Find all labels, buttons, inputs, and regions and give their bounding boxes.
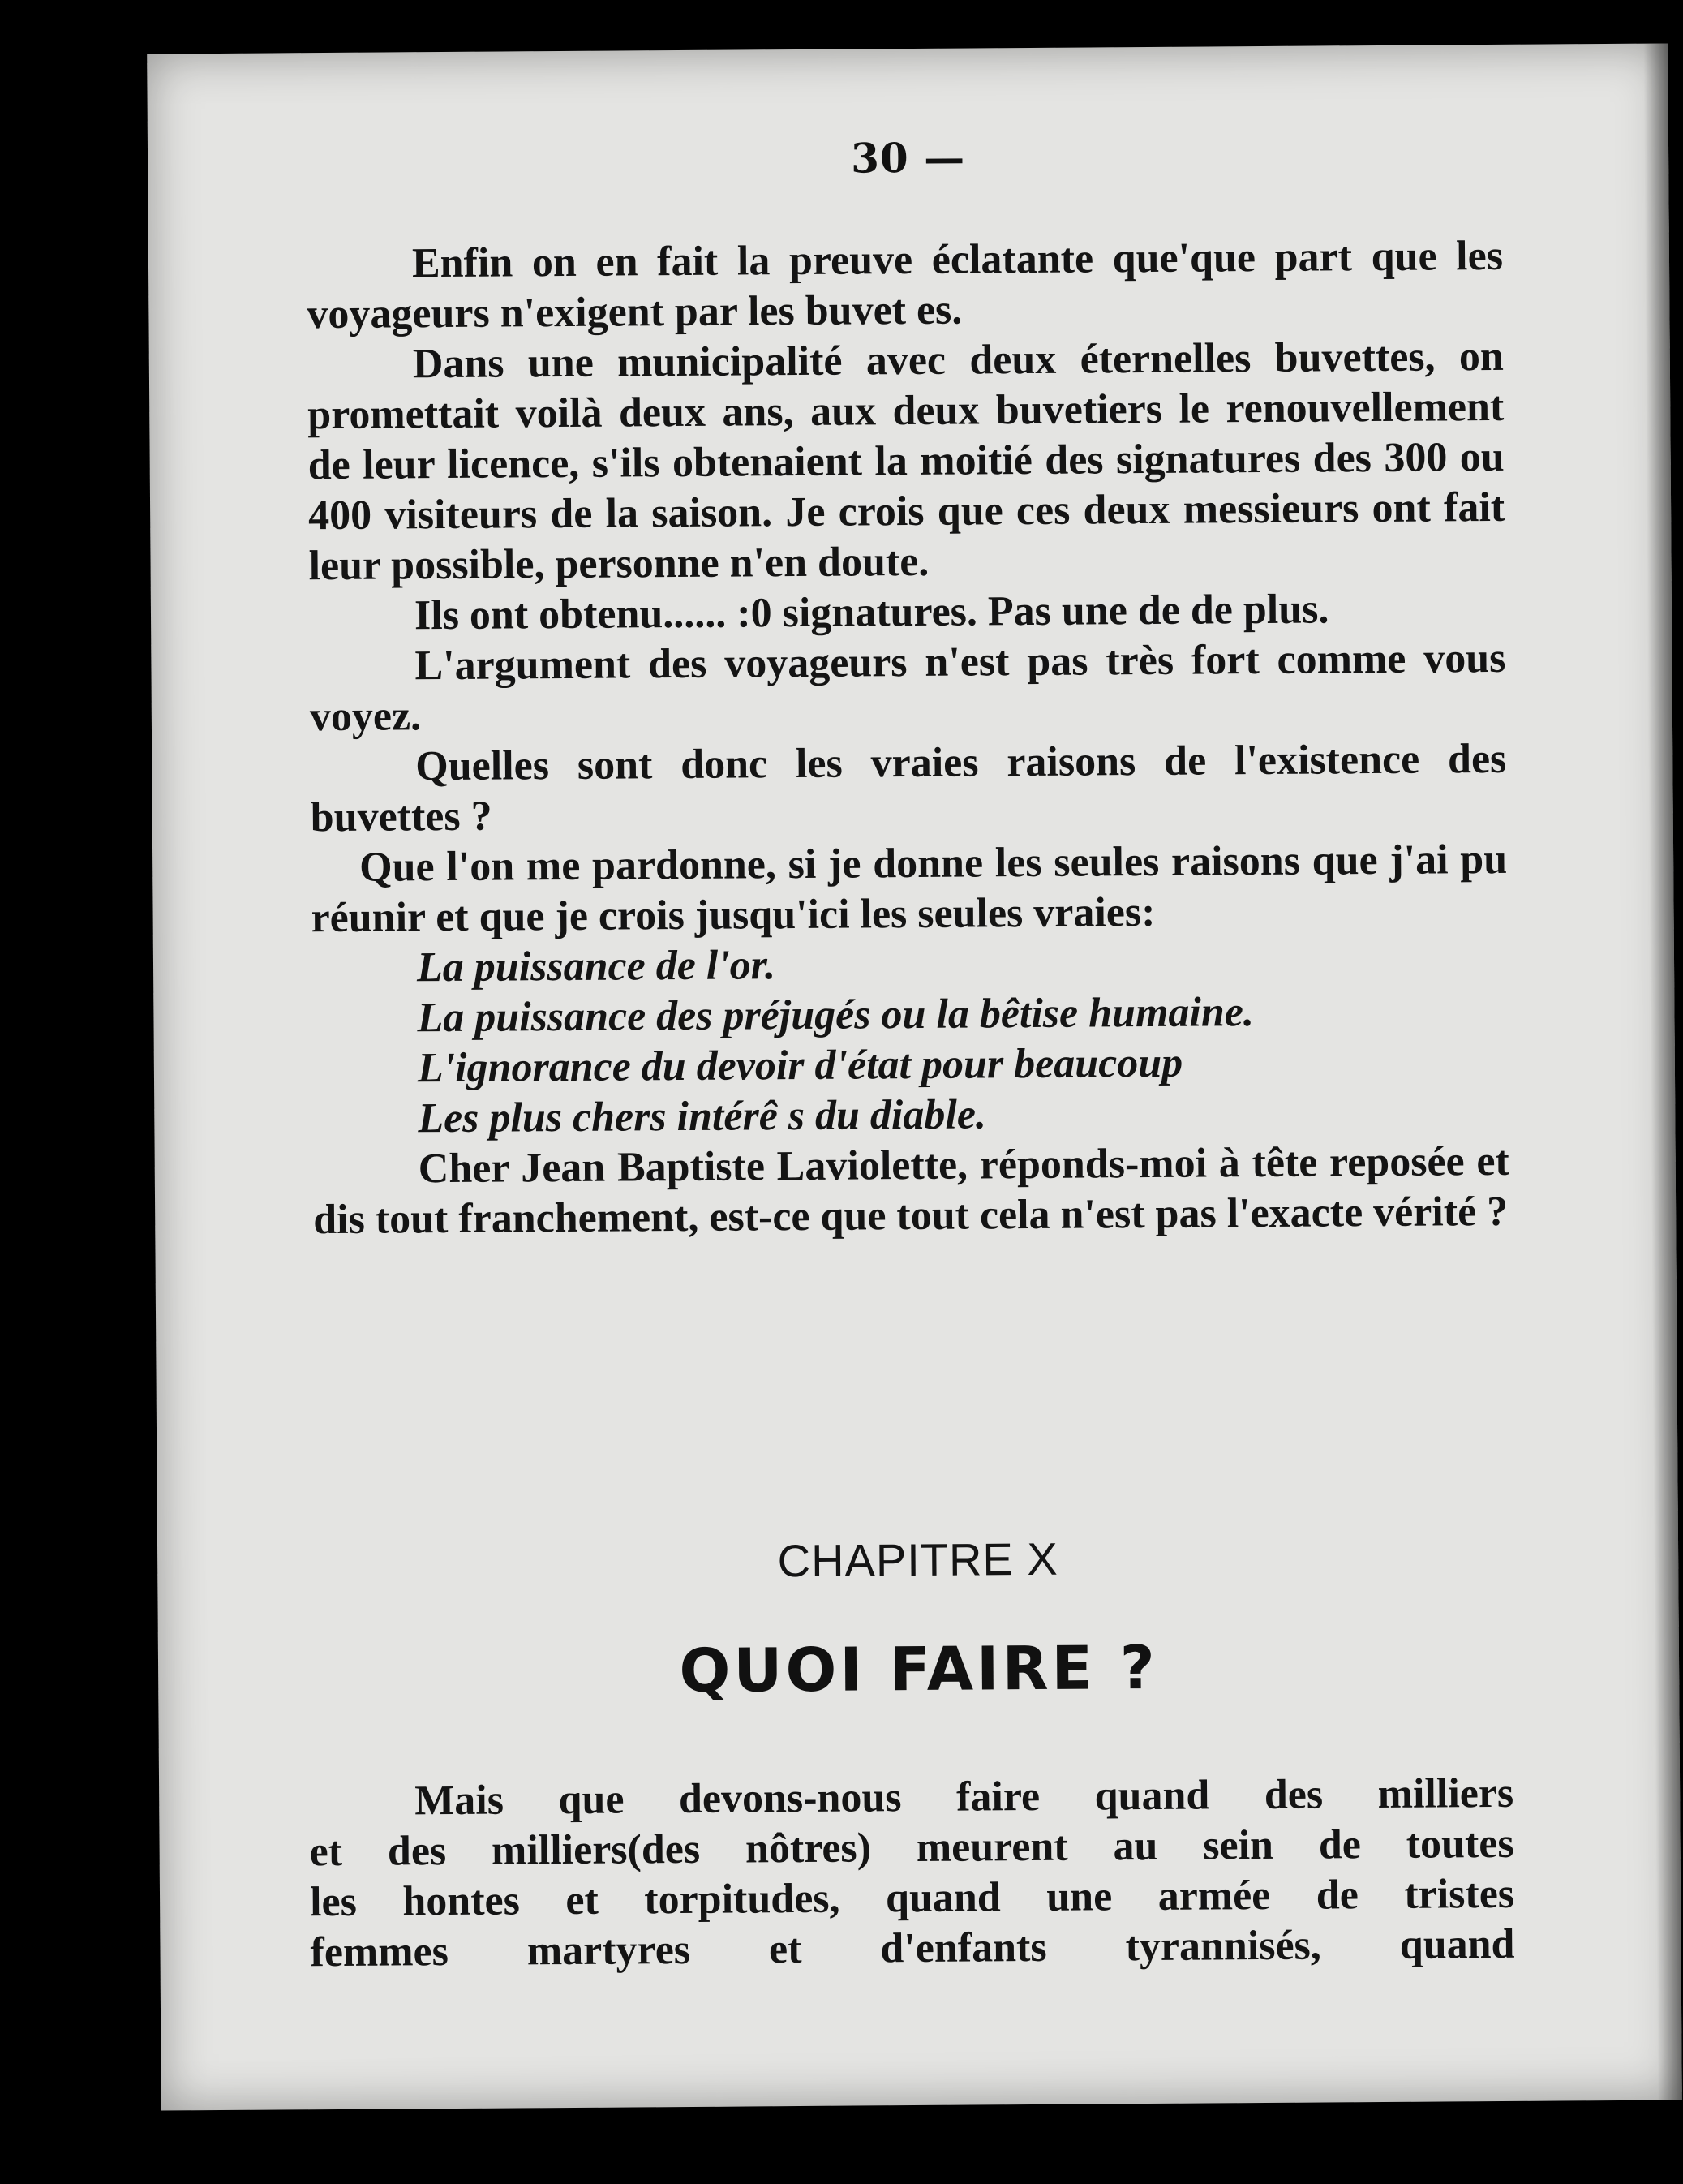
reason-line: L'ignorance du devoir d'état pour beaucoup: [417, 1039, 1183, 1092]
reason-line: La puissance des préjugés ou la bêtise humaine.: [417, 989, 1255, 1042]
page-body-text: [307, 231, 1510, 1245]
paragraph: Cher Jean Baptiste Laviolette, réponds-moi à tête reposée et dis tout franchement, est-ce que tout cela n'est pas l'exacte vérité ?: [313, 1137, 1509, 1244]
paragraph: Dans une municipalité avec deux éternelles buvettes, on promettait voilà deux ans, aux deux buvetiers le renouvellement de leur licence, s'ils obtenaient la moitié des signatures des 300 ou 400 visiteurs de la saison. Je crois que ces deux messieurs ont fait leur possible, personne n'en doute.: [307, 333, 1505, 590]
reason-line: Les plus chers intérê s du diable.: [418, 1091, 987, 1142]
paragraph: Quelles sont donc les vraies raisons de l'existence des buvettes ?: [310, 735, 1507, 841]
text-line: femmes martyres et d'enfants tyrannisés, quand: [310, 1920, 1515, 1976]
paragraph: Ils ont obtenu...... :0 signatures. Pas une de de plus.: [414, 586, 1329, 639]
chapter-title: QUOI FAIRE ?: [679, 1632, 1159, 1707]
reason-line: La puissance de l'or.: [416, 942, 776, 991]
chapter-body-text: [309, 1769, 1515, 1978]
text-line: les hontes et torpitudes, quand une armée de tristes: [309, 1870, 1515, 1926]
book-page: [147, 43, 1682, 2110]
text-line: et des milliers(des nôtres) meurent au sein de toutes: [309, 1820, 1514, 1876]
chapter-label: CHAPITRE X: [777, 1533, 1058, 1587]
page-number: 30 —: [850, 133, 966, 183]
paragraph: L'argument des voyageurs n'est pas très fort comme vous voyez.: [309, 634, 1506, 741]
paragraph: Enfin on en fait la preuve éclatante que'que part que les voyageurs n'exigent par les buvet es.: [307, 232, 1504, 338]
paragraph: Que l'on me pardonne, si je donne les seules raisons que j'ai pu réunir et que je crois jusqu'ici les seules vraies:: [311, 836, 1508, 942]
text-line: Mais que devons-nous faire quand des milliers: [414, 1769, 1514, 1825]
